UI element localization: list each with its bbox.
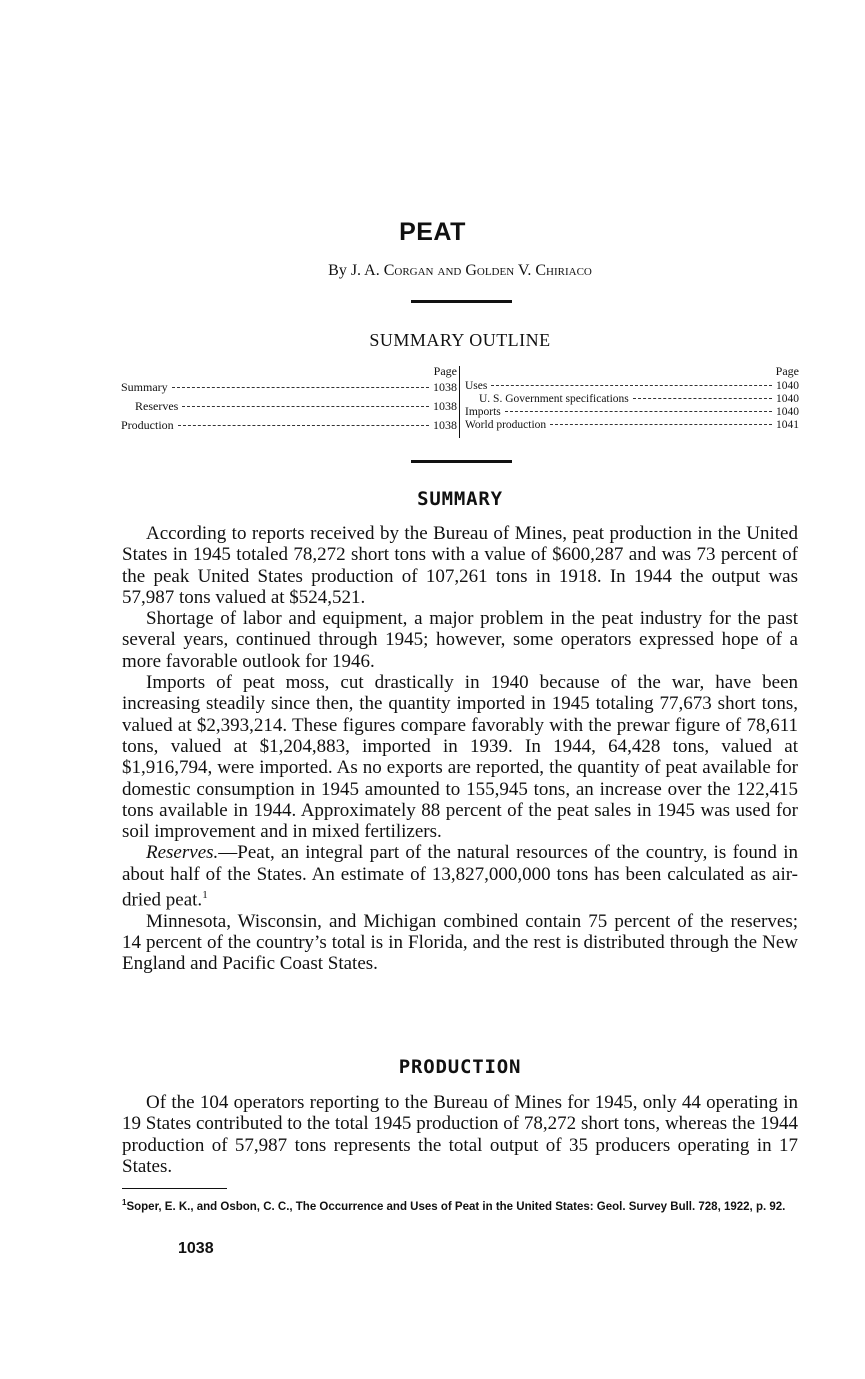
paragraph: Of the 104 operators reporting to the Bureau of Mines for 1945, only 44 operating in 19 States contributed to the total 1945 production of 78,272 short tons, whereas the 1944 production of 57,987 tons represents the total output of 35 producers operating in 17 States. xyxy=(122,1092,798,1177)
production-body xyxy=(122,1092,798,1177)
author-names: J. A. Corgan and Golden V. Chiriaco xyxy=(350,262,592,279)
footnote-text: Soper, E. K., and Osbon, C. C., The Occurrence and Uses of Peat in the United States: Geol. Survey Bull. 728, 1922, p. 92. xyxy=(126,1200,786,1213)
outline-entry[interactable]: U. S. Government specifications 1040 xyxy=(479,393,799,405)
run-in-heading: Reserves. xyxy=(146,842,219,864)
outline-entry[interactable]: World production 1041 xyxy=(465,419,799,431)
paragraph: Minnesota, Wisconsin, and Michigan combined contain 75 percent of the reserves; 14 percent of the country’s total is in Florida, and the rest is distributed through the New England and Pacific Coast States. xyxy=(122,910,798,975)
paragraph-reserves: Reserves.—Peat, an integral part of the natural resources of the country, is found in about half of the States. An estimate of 13,827,000,000 tons has been calculated as air-dried peat.$^1$ xyxy=(122,842,798,911)
byline xyxy=(0,262,865,280)
outline-rule xyxy=(411,460,512,463)
outline-entry[interactable]: Imports 1040 xyxy=(465,406,799,418)
outline-page-label: Page xyxy=(433,364,457,378)
page-number: 1038 xyxy=(178,1240,214,1257)
outline-page-label: Page xyxy=(775,364,799,378)
outline-column-right xyxy=(465,364,799,432)
outline-divider xyxy=(459,366,460,438)
outline-column-left xyxy=(121,364,457,437)
outline-entry[interactable]: Production 1038 xyxy=(121,418,457,432)
page-title: PEAT xyxy=(399,218,466,246)
footnote-marker: 1 xyxy=(122,1198,127,1207)
paragraph: According to reports received by the Bureau of Mines, peat production in the United States in 1945 totaled 78,272 short tons with a value of $600,287 and was 73 percent of the peak United States production of 107,261 tons in 1918. In 1944 the output was 57,987 tons valued at $524,521. xyxy=(122,523,798,608)
summary-heading: SUMMARY xyxy=(417,488,503,510)
footnote-rule xyxy=(122,1188,227,1189)
title-rule xyxy=(411,300,512,303)
summary-body xyxy=(122,523,798,975)
paragraph: Shortage of labor and equipment, a major problem in the peat industry for the past several years, continued through 1945; however, some operators expressed hope of a more favorable outlook for 1946. xyxy=(122,608,798,672)
summary-outline-table xyxy=(121,364,799,438)
outline-entry[interactable]: Summary 1038 xyxy=(121,380,457,394)
production-heading: PRODUCTION xyxy=(398,1056,522,1078)
outline-heading: SUMMARY OUTLINE xyxy=(369,330,551,350)
outline-entry[interactable]: Uses 1040 xyxy=(465,380,799,392)
footnote-ref[interactable]: 1 xyxy=(202,889,208,902)
footnote xyxy=(122,1196,798,1214)
byline-prefix: By xyxy=(328,262,351,279)
paragraph: Imports of peat moss, cut drastically in 1940 because of the war, have been increasing steadily since then, the quantity imported in 1945 totaling 77,673 short tons, valued at $2,393,214. These figures compare favorably with the prewar figure of 78,611 tons, valued at $1,204,883, imported in 1939. In 1944, 64,428 tons, valued at $1,916,794, were imported. As no exports are reported, the quantity of peat available for domestic consumption in 1945 amounted to 155,945 tons, an increase over the 122,415 tons available in 1944. Approximately 88 percent of the peat sales in 1945 was used for soil improvement and in mixed fertilizers. xyxy=(122,672,798,843)
outline-entry[interactable]: Reserves 1038 xyxy=(135,399,457,413)
